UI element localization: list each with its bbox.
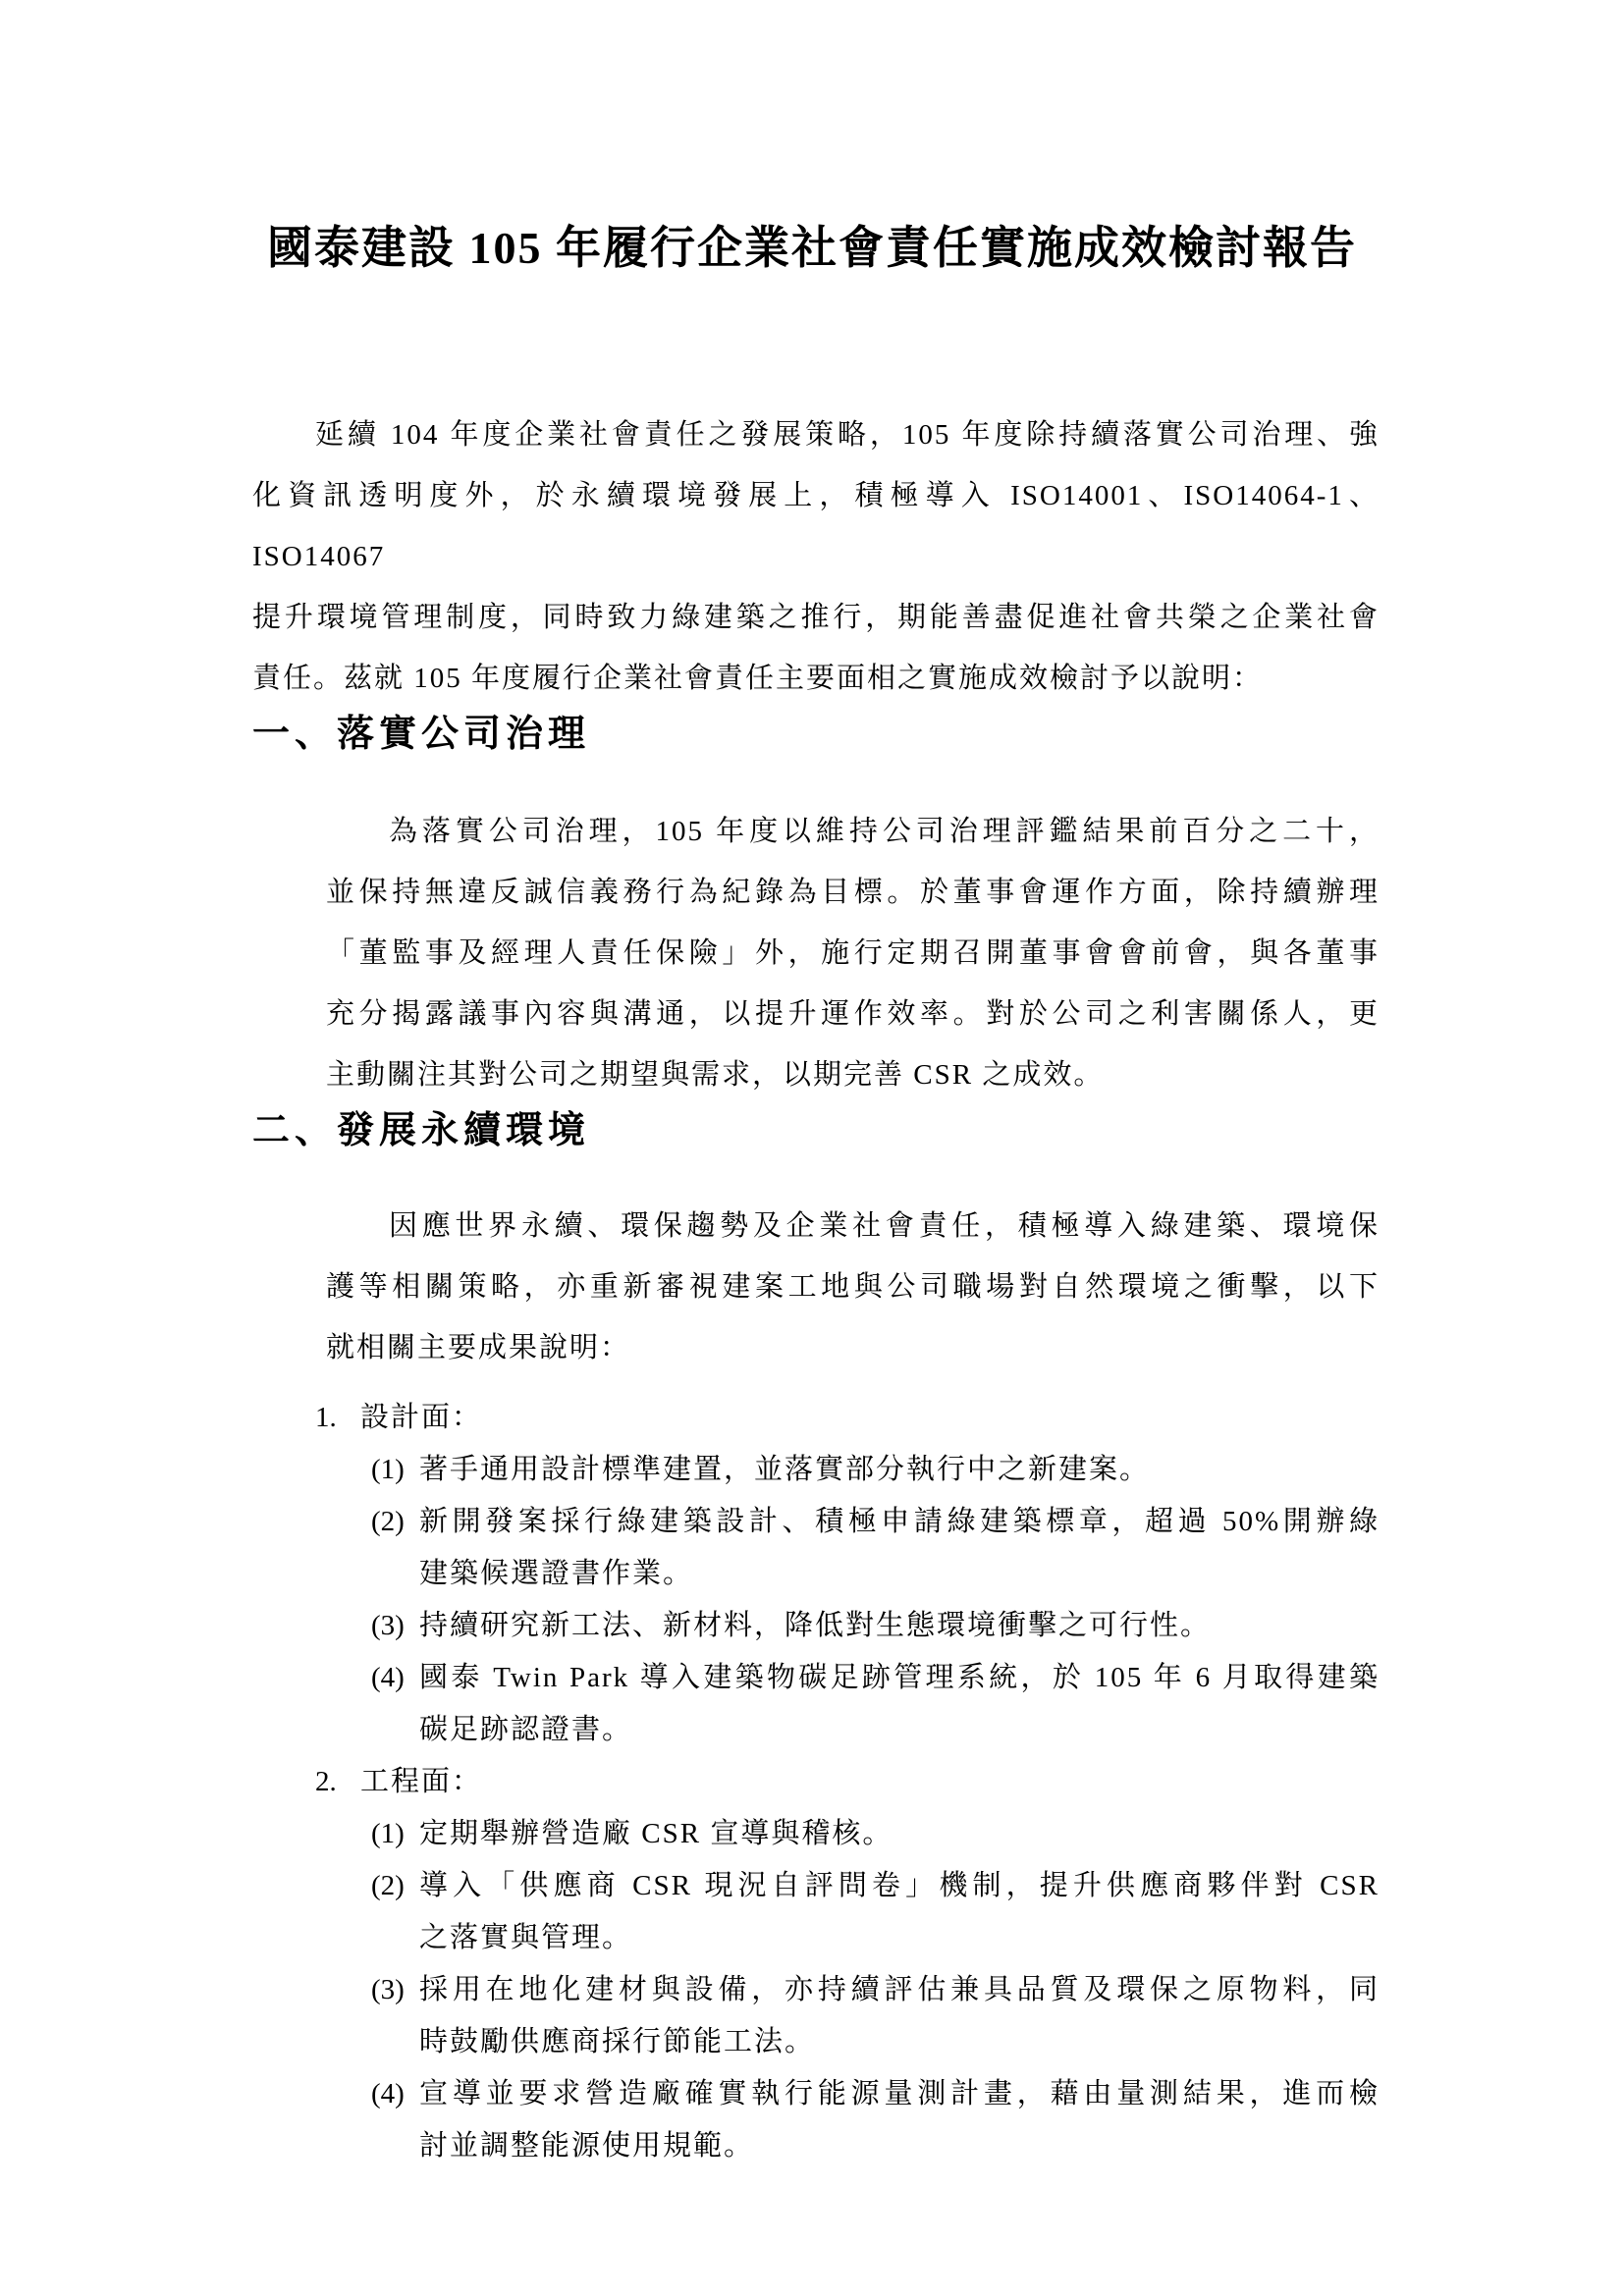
- list-item-design: [315, 1392, 1624, 1444]
- intro-line: 責任。茲就 105 年度履行企業社會責任主要面相之實施成效檢討予以說明：: [252, 663, 1264, 694]
- sub-item-text: [371, 1808, 1380, 1860]
- sub-item-design-1: [371, 1444, 1380, 1496]
- sub-item-line: 時鼓勵供應商採行節能工法。: [419, 2026, 816, 2057]
- sub-item-line: 討並調整能源使用規範。: [419, 2130, 755, 2162]
- sub-item-line: 宣導並要求營造廠確實執行能源量測計畫，藉由量測結果，進而檢: [419, 2078, 1380, 2109]
- sub-item-text: [371, 1444, 1380, 1496]
- section-2-heading: 二、發展永續環境: [252, 1110, 591, 1151]
- sub-item-line: 定期舉辦營造廠 CSR 宣導與稽核。: [419, 1818, 893, 1849]
- sub-item-line: 之落實與管理。: [419, 1922, 633, 1953]
- sub-item-design-2: [371, 1496, 1380, 1600]
- sub-item-marker: (3): [371, 1974, 405, 2005]
- sub-item-line: 採用在地化建材與設備，亦持續評估兼具品質及環保之原物料，同: [419, 1974, 1380, 2005]
- list-item-engineering: [315, 1756, 1624, 1808]
- section-1-heading: 一、落實公司治理: [252, 714, 591, 755]
- sub-item-marker: (1): [371, 1454, 405, 1485]
- sub-item-line: 國泰 Twin Park 導入建築物碳足跡管理系統，於 105 年 6 月取得建築: [419, 1662, 1380, 1693]
- sub-item-engineering-3: [371, 1964, 1380, 2068]
- sub-item-marker: (4): [371, 2078, 405, 2109]
- results-list: [0, 1392, 1624, 2172]
- paragraph-line: 充分揭露議事內容與溝通，以提升運作效率。對於公司之利害關係人，更: [326, 998, 1380, 1030]
- paragraph-line: 為落實公司治理，105 年度以維持公司治理評鑑結果前百分之二十，: [389, 816, 1380, 847]
- intro-line: 延續 104 年度企業社會責任之發展策略，105 年度除持續落實公司治理、強: [315, 419, 1380, 451]
- intro-line: 提升環境管理制度，同時致力綠建築之推行，期能善盡促進社會共榮之企業社會: [252, 602, 1380, 633]
- sub-item-marker: (3): [371, 1610, 405, 1641]
- intro-line: 化資訊透明度外，於永續環境發展上，積極導入 ISO14001、ISO14064-1、ISO14067: [252, 480, 1380, 572]
- sub-item-line: 著手通用設計標準建置，並落實部分執行中之新建案。: [419, 1454, 1151, 1485]
- sub-item-text: [371, 2068, 1380, 2172]
- sub-item-engineering-1: [371, 1808, 1380, 1860]
- list-item-number: 1.: [315, 1402, 337, 1433]
- sub-item-line: 建築候選證書作業。: [419, 1558, 694, 1589]
- paragraph-line: 護等相關策略，亦重新審視建案工地與公司職場對自然環境之衝擊，以下: [326, 1271, 1380, 1303]
- paragraph-line: 就相關主要成果說明：: [326, 1332, 631, 1363]
- sub-item-line: 新開發案採行綠建築設計、積極申請綠建築標章，超過 50%開辦綠: [419, 1506, 1380, 1537]
- sub-item-marker: (1): [371, 1818, 405, 1849]
- sub-item-line: 持續研究新工法、新材料，降低對生態環境衝擊之可行性。: [419, 1610, 1212, 1641]
- sub-item-text: [371, 1860, 1380, 1964]
- sub-item-text: [371, 1964, 1380, 2068]
- sub-item-line: 碳足跡認證書。: [419, 1714, 633, 1745]
- list-item-label: 工程面：: [360, 1766, 483, 1797]
- sub-item-line: 導入「供應商 CSR 現況自評問卷」機制，提升供應商夥伴對 CSR: [419, 1870, 1380, 1901]
- page-title: 國泰建設 105 年履行企業社會責任實施成效檢討報告: [267, 223, 1357, 273]
- list-item-number: 2.: [315, 1766, 337, 1797]
- paragraph-line: 因應世界永續、環保趨勢及企業社會責任，積極導入綠建築、環境保: [389, 1210, 1380, 1242]
- sub-item-engineering-2: [371, 1860, 1380, 1964]
- sub-item-marker: (4): [371, 1662, 405, 1693]
- intro-paragraph: [252, 404, 1380, 709]
- paragraph-line: 「董監事及經理人責任保險」外，施行定期召開董事會會前會，與各董事: [326, 937, 1380, 969]
- sub-item-design-4: [371, 1652, 1380, 1756]
- sub-item-text: [371, 1496, 1380, 1600]
- list-item-label: 設計面：: [360, 1402, 483, 1433]
- section-1-paragraph: [326, 801, 1380, 1105]
- sub-item-text: [371, 1600, 1380, 1652]
- sub-item-engineering-4: [371, 2068, 1380, 2172]
- section-2-paragraph: [326, 1196, 1380, 1378]
- sub-item-text: [371, 1652, 1380, 1756]
- sub-item-marker: (2): [371, 1870, 405, 1901]
- paragraph-line: 主動關注其對公司之期望與需求，以期完善 CSR 之成效。: [326, 1059, 1105, 1091]
- sub-item-marker: (2): [371, 1506, 405, 1537]
- sub-item-design-3: [371, 1600, 1380, 1652]
- paragraph-line: 並保持無違反誠信義務行為紀錄為目標。於董事會運作方面，除持續辦理: [326, 877, 1380, 908]
